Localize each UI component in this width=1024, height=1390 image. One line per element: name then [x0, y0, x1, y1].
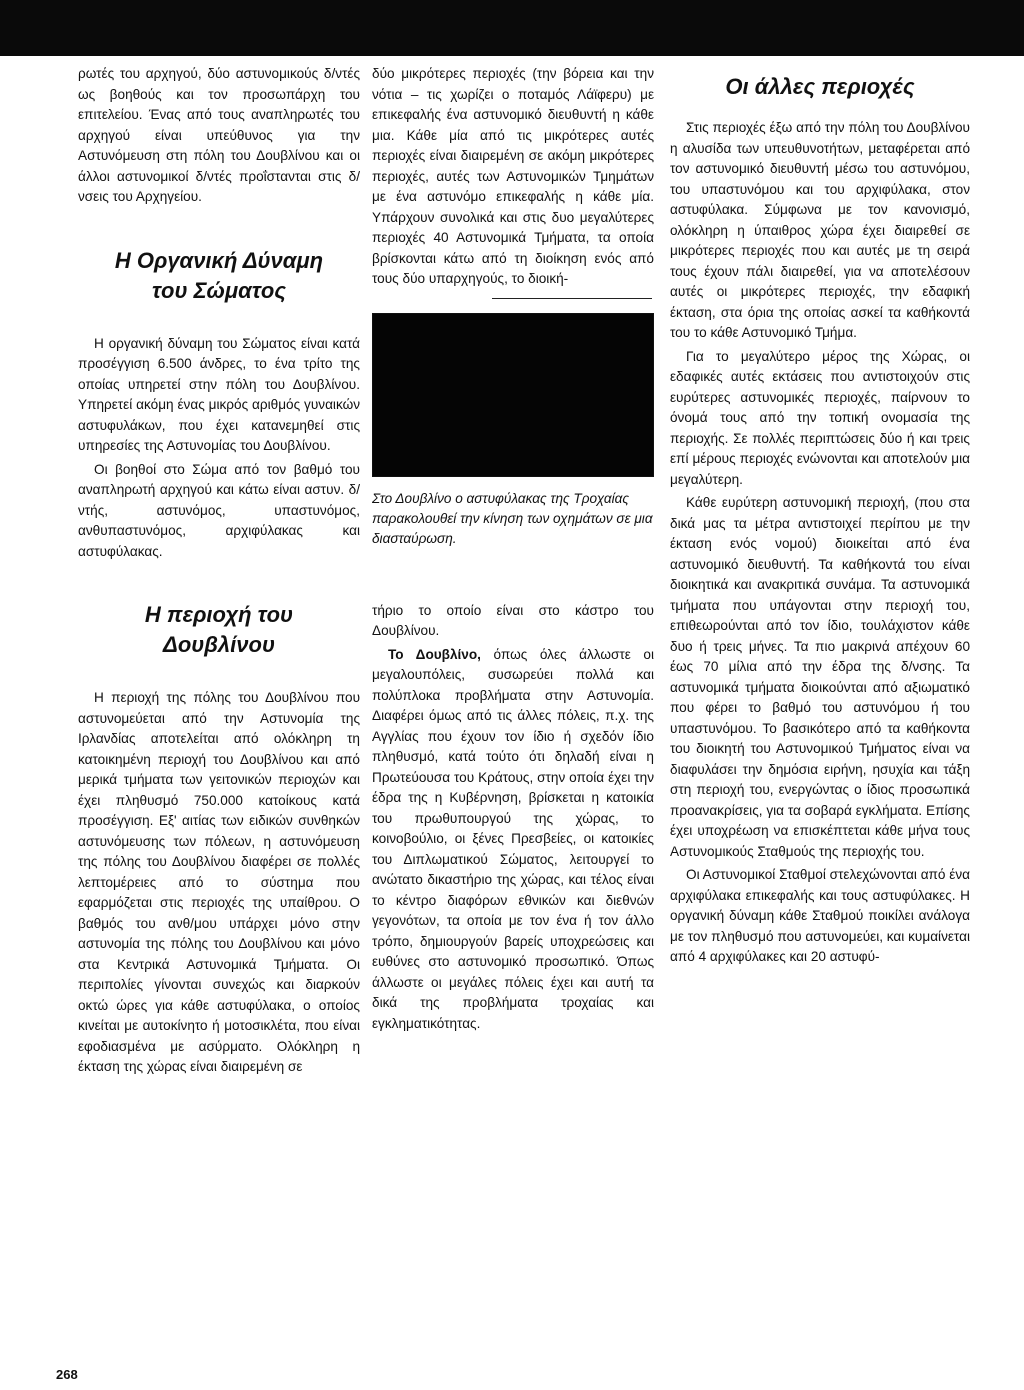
- section-heading-dublin-area: Η περιοχή του Δουβλίνου: [144, 602, 294, 657]
- section-heading-organic-strength: Η Οργανική Δύναμη του Σώματος: [114, 247, 324, 303]
- paragraph: Η περιοχή της πόλης του Δουβλίνου που αστυνομεύεται από την Αστυνομία της Ιρλανδίας αποτελείται από ολόκληρη τη κατοικημένη περιοχή του Δουβλίνου και από μερικά τμήματα των γειτονικών περιοχών και έχει πληθυσμό 750.000 κατοίκους κατά προσέγγιση. Εξ' αιτίας των ειδικών συνθηκών αστυνόμευσης των πόλεων, η αστυνόμευση της πόλης του Δουβλίνου διαφέρει σε πολλές λεπτομέρειες από το σύστημα που εφαρμόζεται στις περιοχές της υπαίθρου. Ο βαθμός του ανθ/μου υπάρχει μόνο στην αστυνομία της πόλης του Δουβλίνου και μόνο στα Κεντρικά Αστυνομικά Τμήματα. Οι περιπολίες γίνονται συνεχώς και διαρκούν οκτώ ώρες για κάθε αστυφύλακα, ο οποίος κινείται με αυτοκίνητο ή μοτοσικλέτα, που είναι εφοδιασμένα με ασύρματο. Ολόκληρη η έκταση της χώρας είναι διαιρεμένη σε: [78, 690, 360, 1074]
- section-heading-other-areas: Οι άλλες περιοχές: [725, 74, 915, 99]
- divider: [492, 298, 652, 299]
- page-number: 268: [56, 1367, 78, 1382]
- bold-lead: Το Δουβλίνο,: [388, 646, 481, 662]
- paragraph: Οι Αστυνομικοί Σταθμοί στελεχώνονται από ένα αρχιφύλακα επικεφαλής και τους αστυφύλακες. Η οργανική δύναμη κάθε Σταθμού ποικίλει ανάλογα με τον πληθυσμό που αστυνομεύει, και κυμαίνεται από 4 αρχιφύλακες και 20 αστυφύ-: [670, 867, 970, 964]
- photo-caption: Στο Δουβλίνο ο αστυφύλακας της Τροχαίας παρακολουθεί την κίνηση των οχημάτων σε μια διασταύρωση.: [372, 490, 653, 546]
- paragraph: ρωτές του αρχηγού, δύο αστυνομικούς δ/ντές ως βοηθούς και τον προσωπάρχη του επιτελείου. Ένας από τους αναπληρωτές του αρχηγού είναι υπεύθυνος για την Αστυνόμευση στη πόλη του Δουβλίνου και οι άλλοι αστυνομικοί δ/ντές προΐστανται στις δ/νσεις του Αρχηγείου.: [78, 66, 360, 204]
- paragraph: τήριο το οποίο είναι στο κάστρο του Δουβλίνου.: [372, 602, 654, 638]
- paragraph: Η οργανική δύναμη του Σώματος είναι κατά προσέγγιση 6.500 άνδρες, το ένα τρίτο της οποίας υπηρετεί στην πόλη του Δουβλίνου. Υπηρετεί ακόμη ένας μικρός αριθμός γυναικών αστυφυλάκων, που έχει κατανεμηθεί στις υπηρεσίες της Αστυνομίας του Δουβλίνου.: [78, 335, 360, 453]
- traffic-police-photo: [372, 313, 654, 477]
- column-right: [670, 64, 970, 971]
- paragraph: δύο μικρότερες περιοχές (την βόρεια και την νότια – τις χωρίζει ο ποταμός Λάϊφερυ) με επικεφαλής ένα αστυνομικό διευθυντή η κάθε μια. Κάθε μία από τις μικρότερες αυτές περιοχές είναι διαιρεμένη σε ακόμη μικρότερες περιοχές, αυτές των Αστυνομικών Τμημάτων με ένα αστυνόμο επικεφαλής η κάθε μία. Υπάρχουν συνολικά και στις δυο μεγαλύτερες περιοχές 40 Αστυνομικά Τμήματα, τα οποία βρίσκονται κάτω από τη διοίκηση ενός από τους δύο υπαρχηγούς, το διοική-: [372, 66, 654, 286]
- column-left: [78, 64, 360, 1081]
- paragraph: Για το μεγαλύτερο μέρος της Χώρας, οι εδαφικές αυτές εκτάσεις που αντιστοιχούν στις ευρύτερες αστυνομικές περιοχές, παίρνουν το όνομά τους από την τοπική ονομασία της περιοχής. Σε πολλές περιπτώσεις δύο ή και τρεις επί μέρους περιοχές ενώνονται και αποτελούν μια μεγαλύτερη.: [670, 348, 970, 487]
- column-middle: [372, 64, 654, 1037]
- top-black-band: [0, 0, 1024, 56]
- paragraph: Οι βοηθοί στο Σώμα από τον βαθμό του αναπληρωτή αρχηγού και κάτω είναι αστυν. δ/ντής, αστυνόμος, υπαστυνόμος, ανθυπαστυνόμος, αρχιφύλακας και αστυφύλακας.: [78, 461, 360, 559]
- paragraph: Το Δουβλίνο, όπως όλες άλλωστε οι μεγαλουπόλεις, συσωρεύει πολλά και πολύπλοκα προβλήματα στην Αστυνομία. Διαφέρει όμως από τις άλλες πόλεις, π.χ. της Αγγλίας που έχουν τον ίδιο ή σχεδόν ίδιο πληθυσμό, κατά τούτο ότι δηλαδή είναι η Πρωτεύουσα του Κράτους, στην οποία έχει την έδρα της η Κυβέρνηση, βρίσκεται η κατοικία του πρωθυπουργού της χώρας, το κοινοβούλιο, οι ξένες Πρεσβείες, οι κατοικίες του Διπλωματικού Σώματος, λειτουργεί το ανώτατο δικαστήριο της χώρας, και τέλος είναι το κέντρο διαφόρων εθνικών και διεθνών γεγονότων, τα οποία με τον ένα ή τον άλλο τρόπο, δημιουργούν βαρείς υποχρεώσεις και ευθύνες στο αστυνομικό προσωπικό. Όπως άλλωστε οι μεγάλες πόλεις έχει και αυτή τα δικά της προβλήματα τροχαίας και εγκληματικότητας.: [372, 646, 654, 1031]
- photo-figure: [372, 298, 654, 549]
- paragraph: Στις περιοχές έξω από την πόλη του Δουβλίνου η αλυσίδα των υπευθυνοτήτων, μεταφέρεται από τον αστυνομικό διευθυντή μέσω του αστυνόμου, του υπαστυνόμου και του αρχιφύλακα, στον αστυφύλακα. Σύμφωνα με τον κανονισμό, ολόκληρη η ύπαιθρος χώρα έχει διαιρεθεί σε μικρότερες περιοχές που και αυτές με τη σειρά τους έχουν πάλι διαιρεθεί, για να αποτελέσουν αυτές οι μικρότερες περιοχές, την εδαφική έκταση, στα όρια της οποίας ασκεί τα καθήκοντά του το κάθε Αστυνομικό Τμήμα.: [670, 120, 970, 340]
- paragraph: Κάθε ευρύτερη αστυνομική περιοχή, (που στα δικά μας τα μέτρα αντιστοιχεί περίπου με την έκταση ενός νομού) διοικείται από ένα αστυνομικό διευθυντή. Τα καθήκοντά του είναι διοικητικά και ανακριτικά συνάμα. Τα αστυνομικά τμήματα που υπάγονται στην περιοχή του, επιθεωρούνται από τον ίδιο, τουλάχιστον κάθε δυο ή τρεις μήνες. Τα πιο μακρινά απέχουν 60 έως 70 μίλια από την έδρα της δ/νσης. Τα αστυνομικά τμήματα διοικούνται από αξιωματικό που φέρει το βαθμό του αστυνόμου ή του υπαστυνόμου. Το βασικότερο από τα καθήκοντα του διοικητή του Αστυνομικού Τμήματος είναι να διαφυλάσει την δημόσια ειρήνη, ησυχία και τάξη στη περιοχή του, ενεργώντας ο ίδιος προσωπικά προανακρίσεις, για τα σοβαρά εγκλήματα. Επίσης έχει υποχρέωση να επισκέπτεται κάθε μήνα τους Αστυνομικούς Σταθμούς της περιοχής του.: [670, 495, 970, 859]
